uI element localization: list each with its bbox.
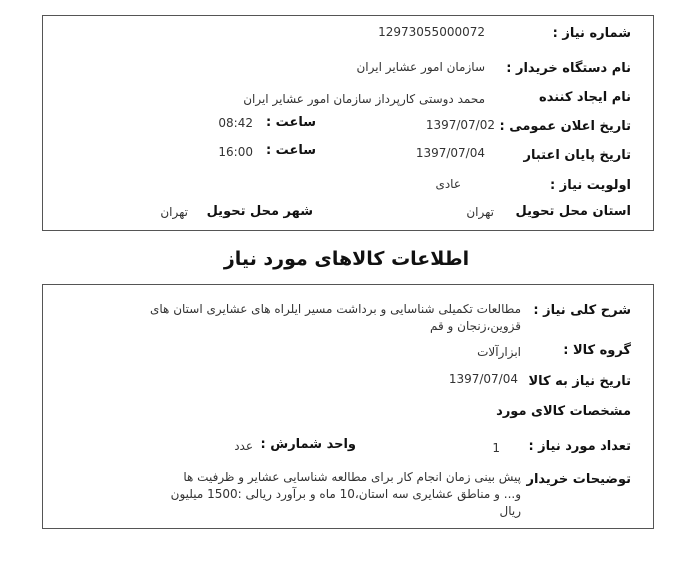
need-number-label: شماره نیاز : xyxy=(552,26,631,41)
buyer-org-label: نام دستگاه خریدار : xyxy=(506,61,631,76)
announce-date-value: 1397/07/02 xyxy=(425,118,495,132)
announce-date-label: تاریخ اعلان عمومی : xyxy=(499,119,631,134)
description-label: شرح کلی نیاز : xyxy=(533,303,631,318)
buyer-notes-label: توضیحات خریدار xyxy=(526,472,631,487)
unit-label: واحد شمارش : xyxy=(260,437,356,452)
city-label: شهر محل تحویل xyxy=(206,204,313,219)
goods-spec-label: مشخصات کالای مورد xyxy=(496,404,631,419)
announce-time-label: ساعت : xyxy=(265,115,316,130)
city-value: تهران xyxy=(160,205,188,219)
creator-label: نام ایجاد کننده xyxy=(539,90,631,105)
buyer-org-value: سازمان امور عشایر ایران xyxy=(356,60,485,74)
need-number-value: 12973055000072 xyxy=(378,25,485,39)
validity-end-label: تاریخ پایان اعتبار xyxy=(523,148,631,163)
need-date-label: تاریخ نیاز به کالا xyxy=(528,374,631,389)
validity-time-label: ساعت : xyxy=(265,143,316,158)
section-title: اطلاعات کالاهای مورد نیاز xyxy=(223,248,470,270)
quantity-value: 1 xyxy=(492,441,500,455)
creator-value: محمد دوستی کارپرداز سازمان امور عشایر ایران xyxy=(243,92,485,106)
validity-end-value: 1397/07/04 xyxy=(415,146,485,160)
description-value: مطالعات تکمیلی شناسایی و برداشت مسیر ایلراه های عشایری استان های قزوین،زنجان و قم xyxy=(150,302,521,333)
priority-label: اولویت نیاز : xyxy=(549,178,631,193)
province-label: استان محل تحویل xyxy=(515,204,631,219)
goods-group-label: گروه کالا : xyxy=(563,343,631,358)
goods-group-value: ابزارآلات xyxy=(477,345,521,359)
province-value: تهران xyxy=(466,205,494,219)
validity-time-value: 16:00 xyxy=(218,145,253,159)
announce-time-value: 08:42 xyxy=(218,116,253,130)
buyer-notes-value: پیش بینی زمان انجام کار برای مطالعه شناسایی عشایر و ظرفیت ها و... و مناطق عشایری سه استان،10 ماه و برآورد ریالی :1500 میلیون ریال xyxy=(170,470,521,518)
need-date-value: 1397/07/04 xyxy=(448,372,518,386)
unit-value: عدد xyxy=(234,439,253,453)
priority-value: عادی xyxy=(435,177,461,191)
quantity-label: تعداد مورد نیاز : xyxy=(528,439,631,454)
